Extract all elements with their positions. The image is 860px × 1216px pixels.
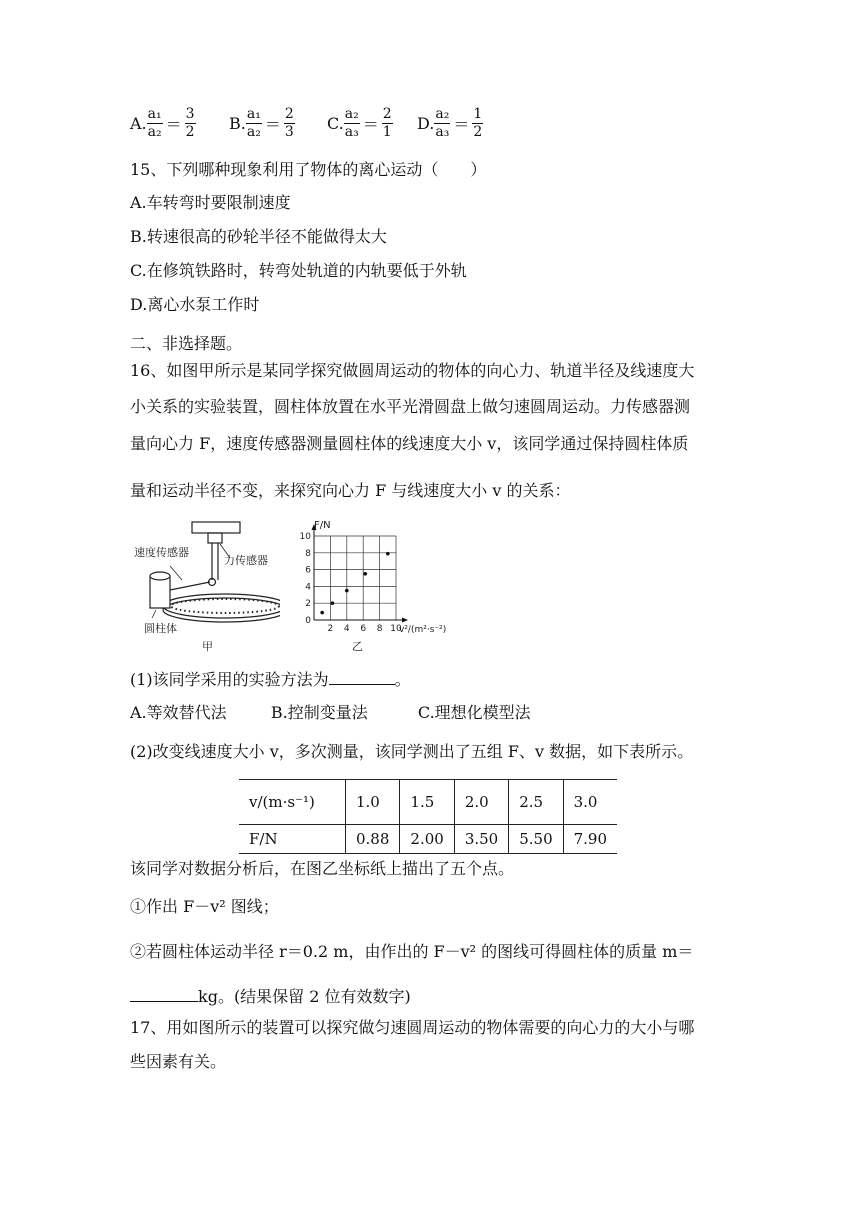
table-cell: 2.00 [400, 825, 454, 854]
q14-option-b[interactable]: B. $\frac{\text{a₁}}{\text{a₂}}$ ＝ $\frac{2}{3}$ [229, 106, 294, 140]
answer-blank[interactable] [329, 668, 395, 685]
q14-option-a[interactable]: A. $\frac{\text{a₁}}{\text{a₂}}$ ＝ $\frac{3}{2}$ [130, 106, 195, 140]
q14-option-c[interactable]: C. $\frac{\text{a₂}}{\text{a₃}}$ ＝ $\frac{2}{1}$ [327, 106, 392, 140]
table-cell: 2.5 [509, 780, 563, 825]
q15-option-a[interactable]: A.车转弯时要限制速度 [130, 193, 291, 212]
q16-stem-line: 量和运动半径不变，来探究向心力 F 与线速度大小 v 的关系： [130, 481, 571, 500]
x-tick-label: 6 [360, 624, 367, 634]
q16-sub1: ①作出 F－v² 图线； [130, 897, 279, 916]
chart-grid [314, 536, 396, 620]
table-row [239, 825, 617, 854]
table-cell: 7.90 [563, 825, 617, 854]
x-tick-label: 8 [376, 624, 383, 634]
y-tick-label: 10 [299, 532, 311, 542]
force-sensor-label: 力传感器 [224, 554, 268, 567]
table-cell: 0.88 [346, 825, 400, 854]
q16-stem-line: 16、如图甲所示是某同学探究做圆周运动的物体的向心力、轨道半径及线速度大 [130, 361, 695, 380]
q16-after-table: 该同学对数据分析后，在图乙坐标纸上描出了五个点。 [130, 859, 515, 878]
y-tick-label: 4 [305, 582, 311, 593]
q15-option-d[interactable]: D.离心水泵工作时 [130, 295, 260, 314]
q15-stem: 15、下列哪种现象利用了物体的离心运动（ ） [130, 160, 487, 179]
sensor-mount [192, 522, 240, 533]
x-tick-label: 2 [327, 624, 334, 634]
q16-part1-options [130, 702, 531, 724]
speed-sensor-label: 速度传感器 [134, 546, 189, 559]
table-cell: 1.0 [346, 780, 400, 825]
figure-jia-caption: 甲 [202, 640, 213, 653]
table-row [239, 780, 617, 825]
q14-option-d[interactable]: D. $\frac{\text{a₂}}{\text{a₃}}$ ＝ $\frac{1}{2}$ [417, 106, 483, 140]
force-sensor-box [208, 533, 222, 543]
x-axis-label: v²/(m²·s⁻²) [399, 625, 447, 635]
data-point [331, 601, 335, 605]
x-axis-arrow-icon [402, 618, 408, 623]
table-cell: 1.5 [400, 780, 454, 825]
q16-stem-line: 小关系的实验装置，圆柱体放置在水平光滑圆盘上做匀速圆周运动。力传感器测 [130, 397, 691, 416]
q16-part1: (1)该同学采用的实验方法为 。 [130, 670, 411, 689]
table-row-header: v/(m·s⁻¹) [239, 780, 346, 825]
x-tick-label: 10 [390, 624, 402, 634]
y-tick-label: 2 [305, 599, 311, 610]
q15-option-b[interactable]: B.转速很高的砂轮半径不能做得太大 [130, 227, 387, 246]
apparatus-figure [130, 518, 280, 654]
data-point [363, 572, 367, 576]
data-point [320, 611, 324, 615]
q16-sub2: ②若圆柱体运动半径 r＝0.2 m，由作出的 F－v² 的图线可得圆柱体的质量 m＝ [130, 942, 694, 961]
table-cell: 3.50 [454, 825, 508, 854]
section-heading: 二、非选择题。 [130, 334, 243, 353]
data-table [239, 779, 617, 854]
chart-axes [300, 524, 408, 634]
f-v2-chart [296, 518, 456, 654]
table-cell: 5.50 [509, 825, 563, 854]
q16-part2: (2)改变线速度大小 v，多次测量，该同学测出了五组 F、v 数据，如下表所示。 [130, 742, 694, 761]
x-tick-label: 4 [343, 624, 350, 634]
q16-option-c[interactable]: C.理想化模型法 [417, 703, 531, 722]
y-tick-label: 6 [305, 565, 311, 576]
table-cell: 3.0 [563, 780, 617, 825]
data-point [345, 589, 349, 593]
y-axis-label: F/N [314, 520, 331, 531]
cylinder [150, 576, 170, 608]
chart-points [320, 552, 389, 615]
q17-stem-line: 些因素有关。 [130, 1052, 227, 1071]
table-row-header: F/N [239, 825, 346, 854]
q16-option-a[interactable]: A.等效替代法 [130, 703, 227, 722]
q15-option-c[interactable]: C.在修筑铁路时，转弯处轨道的内轨要低于外轨 [130, 261, 467, 280]
answer-blank[interactable] [130, 985, 198, 1002]
y-tick-label: 0 [305, 616, 311, 626]
table-cell: 2.0 [454, 780, 508, 825]
cylinder-label: 圆柱体 [144, 622, 177, 635]
data-point [386, 552, 390, 556]
q16-option-b[interactable]: B.控制变量法 [270, 703, 368, 722]
q17-stem-line: 17、用如图所示的装置可以探究做匀速圆周运动的物体需要的向心力的大小与哪 [130, 1018, 695, 1037]
figure-yi-caption: 乙 [352, 640, 363, 653]
q16-stem-line: 量向心力 F，速度传感器测量圆柱体的线速度大小 v，该同学通过保持圆柱体质 [130, 434, 689, 453]
q16-sub2-cont: kg。(结果保留 2 位有效数字) [130, 985, 411, 1008]
y-tick-label: 8 [305, 548, 311, 559]
